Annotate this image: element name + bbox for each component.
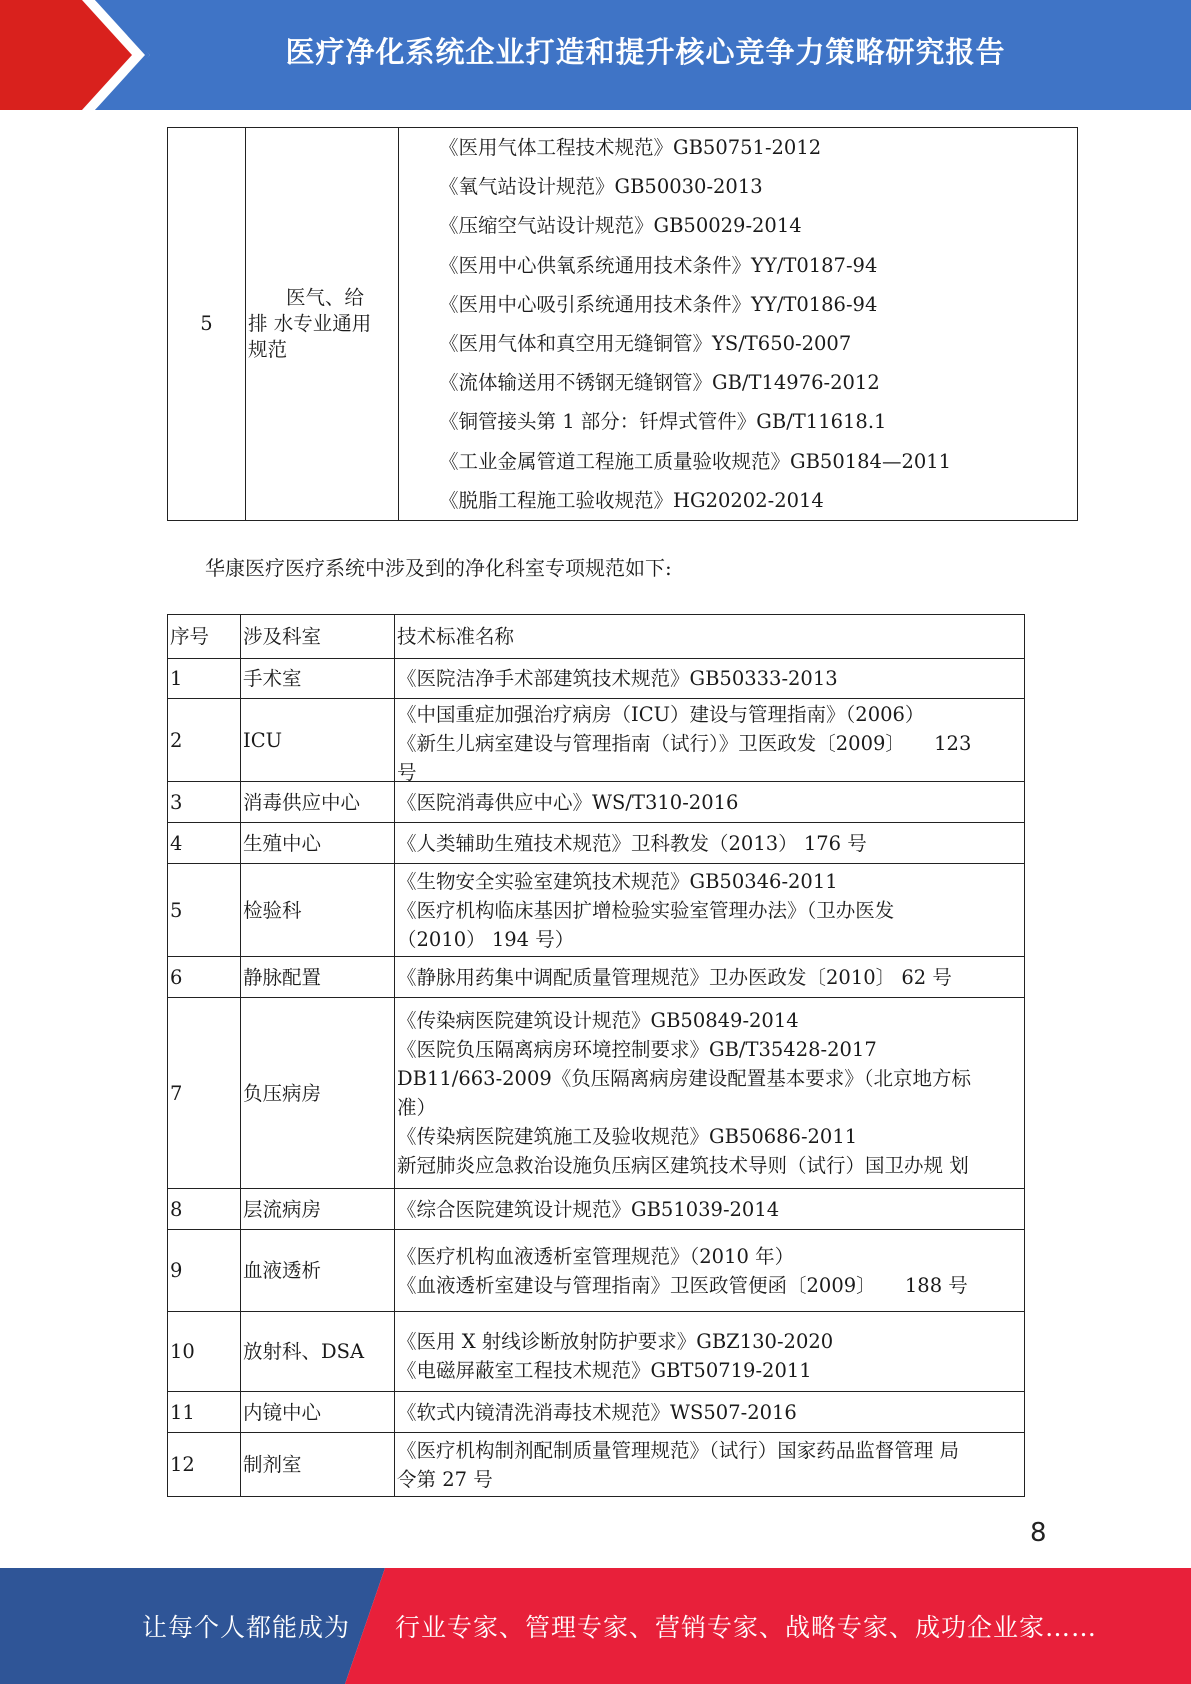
footer-slogan-left: 让每个人都能成为 (142, 1613, 351, 1642)
department-cell: 层流病房 (241, 1189, 395, 1230)
department-standards-table (167, 614, 1025, 1497)
table-row (168, 864, 1025, 957)
standard-line: 《医院负压隔离病房环境控制要求》GB/T35428-2017 (397, 1038, 877, 1061)
standard-cell (395, 998, 1025, 1189)
table-header-row (168, 615, 1025, 659)
standard-line: 《医疗机构血液透析室管理规范》（2010 年） (397, 1244, 795, 1268)
standard-cell (395, 823, 1025, 864)
standard-line: （2010） 194 号） (397, 927, 575, 951)
table-body (168, 615, 1025, 1497)
standard-cell (395, 957, 1025, 998)
standard-line: 《综合医院建筑设计规范》GB51039-2014 (397, 1197, 780, 1221)
standard-line: 《医用气体工程技术规范》GB50751-2012 (439, 136, 822, 159)
row-number: 4 (168, 823, 241, 864)
department-cell: 内镜中心 (241, 1392, 395, 1433)
category-label-line: 规范 (248, 337, 288, 361)
standard-line: 《医疗机构制剂配制质量管理规范》（试行）国家药品监督管理 局 (397, 1438, 959, 1462)
footer-slogan-right: 行业专家、管理专家、营销专家、战略专家、成功企业家…… (395, 1613, 1098, 1642)
table-row (168, 1312, 1025, 1392)
standard-line: 《脱脂工程施工验收规范》HG20202-2014 (439, 488, 824, 512)
header-cell-standard: 技术标准名称 (395, 615, 1025, 659)
standard-line: 《压缩空气站设计规范》GB50029-2014 (439, 214, 802, 238)
row-number: 10 (168, 1312, 241, 1392)
standard-line: 新冠肺炎应急救治设施负压病区建筑技术导则（试行）国卫办规 划 (397, 1154, 969, 1177)
standard-line: 《医用中心吸引系统通用技术条件》YY/T0186-94 (439, 292, 878, 316)
standard-line: 令第 27 号 (397, 1467, 493, 1491)
standard-line: 《电磁屏蔽室工程技术规范》GBT50719-2011 (397, 1358, 812, 1382)
standard-cell (395, 1433, 1025, 1497)
department-cell: 检验科 (241, 864, 395, 957)
standard-line: 《血液透析室建设与管理指南》卫医政管便函〔2009〕 188 号 (397, 1273, 968, 1297)
table-row (168, 1189, 1025, 1230)
standards-table-continued (167, 127, 1078, 521)
table-row (168, 823, 1025, 864)
standard-line: 《中国重症加强治疗病房（ICU）建设与管理指南》（2006） (397, 702, 925, 726)
standard-line: 《人类辅助生殖技术规范》卫科教发（2013） 176 号 (397, 831, 867, 855)
standard-cell (395, 1312, 1025, 1392)
standard-line: 《流体输送用不锈钢无缝钢管》GB/T14976-2012 (439, 371, 880, 395)
category-label-line: 医气、给 (286, 285, 365, 309)
standard-line: 《医疗机构临床基因扩增检验实验室管理办法》（卫办医发 (397, 898, 895, 922)
standard-line: 号 (397, 760, 417, 781)
standard-cell (395, 1392, 1025, 1433)
header-cell-no: 序号 (168, 615, 241, 659)
standard-cell (395, 864, 1025, 957)
table-row (168, 957, 1025, 998)
standard-line: 《软式内镜清洗消毒技术规范》WS507-2016 (397, 1400, 797, 1424)
table-row (168, 1433, 1025, 1497)
row-number: 3 (168, 782, 241, 823)
row-number: 8 (168, 1189, 241, 1230)
standard-line: 《传染病医院建筑设计规范》GB50849-2014 (397, 1009, 799, 1032)
row-number: 7 (168, 998, 241, 1189)
standard-line: DB11/663-2009《负压隔离病房建设配置基本要求》（北京地方标 (397, 1067, 972, 1090)
department-cell: 静脉配置 (241, 957, 395, 998)
page-header (0, 0, 1191, 110)
row-number: 9 (168, 1230, 241, 1312)
standard-line: 《医院洁净手术部建筑技术规范》GB50333-2013 (397, 667, 838, 690)
standard-line: 《医用 X 射线诊断放射防护要求》GBZ130-2020 (397, 1329, 834, 1353)
row-number: 5 (168, 128, 246, 521)
standard-line: 准） (397, 1096, 437, 1119)
standard-line: 《传染病医院建筑施工及验收规范》GB50686-2011 (397, 1125, 858, 1148)
row-number: 6 (168, 957, 241, 998)
header-cell-dept: 涉及科室 (241, 615, 395, 659)
department-cell: 生殖中心 (241, 823, 395, 864)
table-row (168, 782, 1025, 823)
header-arrow-icon (0, 0, 150, 110)
department-cell: 制剂室 (241, 1433, 395, 1497)
standard-line: 《新生儿病室建设与管理指南（试行）》卫医政发〔2009〕 123 (397, 731, 972, 755)
table-row (168, 659, 1025, 699)
header-title: 医疗净化系统企业打造和提升核心竞争力策略研究报告 (285, 34, 1006, 69)
page-number: 8 (1030, 1518, 1047, 1548)
table-row (168, 998, 1025, 1189)
department-cell: 消毒供应中心 (241, 782, 395, 823)
standards-cell (399, 128, 1078, 521)
row-number: 5 (168, 864, 241, 957)
department-cell: 放射科、DSA (241, 1312, 395, 1392)
standard-line: 《铜管接头第 1 部分：钎焊式管件》GB/T11618.1 (439, 410, 887, 434)
standard-cell (395, 1189, 1025, 1230)
table-row (168, 1392, 1025, 1433)
department-cell: 血液透析 (241, 1230, 395, 1312)
row-number: 12 (168, 1433, 241, 1497)
department-cell: 手术室 (241, 659, 395, 699)
standard-line: 《工业金属管道工程施工质量验收规范》GB50184—2011 (439, 449, 952, 473)
table-row (168, 128, 1078, 521)
standard-line: 《生物安全实验室建筑技术规范》GB50346-2011 (397, 869, 838, 893)
department-cell: ICU (241, 699, 395, 782)
standard-cell (395, 699, 1025, 782)
standard-line: 《氧气站设计规范》GB50030-2013 (439, 175, 763, 199)
standard-line: 《医用气体和真空用无缝铜管》YS/T650-2007 (439, 331, 852, 355)
row-number: 11 (168, 1392, 241, 1433)
standard-line: 《医院消毒供应中心》WS/T310-2016 (397, 790, 739, 814)
category-label-line: 排 水专业通用 (248, 311, 372, 335)
standard-cell (395, 1230, 1025, 1312)
department-cell: 负压病房 (241, 998, 395, 1189)
intro-paragraph: 华康医疗医疗系统中涉及到的净化科室专项规范如下: (205, 556, 672, 580)
standard-cell (395, 659, 1025, 699)
table-row (168, 699, 1025, 782)
standard-cell (395, 782, 1025, 823)
standard-line: 《医用中心供氧系统通用技术条件》YY/T0187-94 (439, 253, 878, 277)
row-number: 2 (168, 699, 241, 782)
table-row (168, 1230, 1025, 1312)
category-cell (246, 128, 399, 521)
standard-line: 《静脉用药集中调配质量管理规范》卫办医政发〔2010〕 62 号 (397, 965, 952, 989)
row-number: 1 (168, 659, 241, 699)
